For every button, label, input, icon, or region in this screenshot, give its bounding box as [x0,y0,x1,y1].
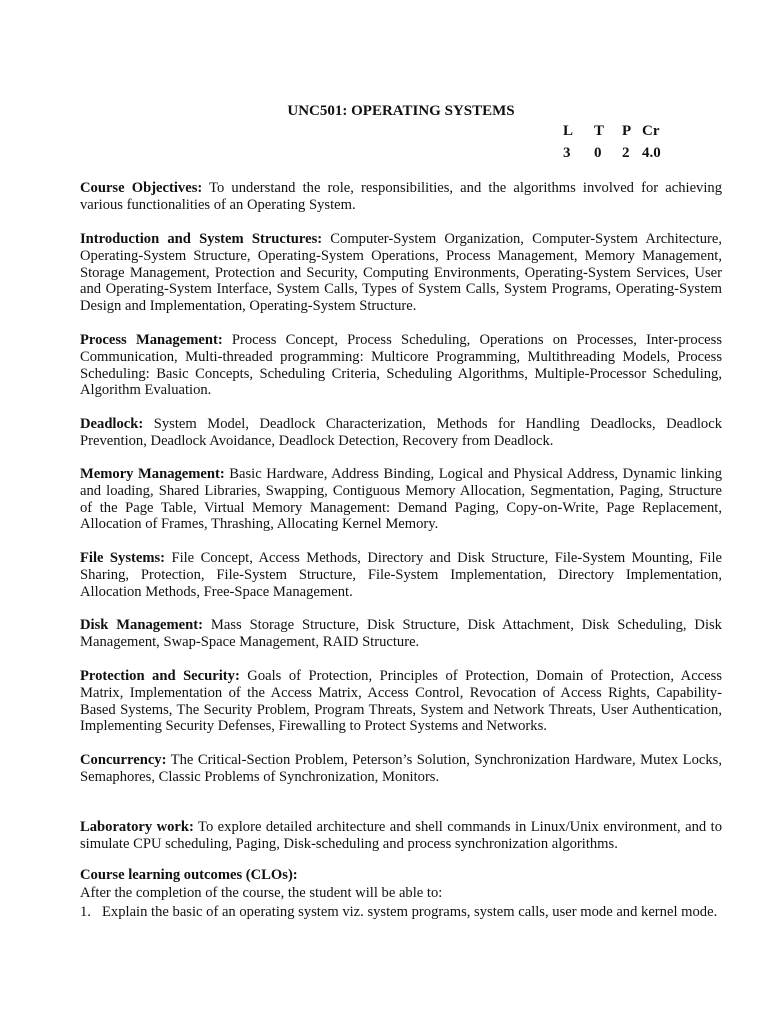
clo-intro: After the completion of the course, the student will be able to: [80,885,443,901]
section-text: Goals of Protection, Principles of Protection, Domain of Protection, Access Matrix, Implementation of the Access Matrix, Access Control, Revocation of Access Rights, Capability-Based Systems, The Security Problem, Program Threats, System and Network Threats, User Authentication, Implementing Security Defenses, Firewalling to Protect Systems and Networks. [80,668,722,735]
course-title: UNC501: OPERATING SYSTEMS [287,103,515,119]
section-concurrency [80,752,722,786]
section-heading: Process Management: [80,332,223,348]
section-heading: Disk Management: [80,617,203,633]
list-item [80,903,722,921]
section-text: File Concept, Access Methods, Directory and Disk Structure, File-System Mounting, File Sharing, Protection, File-System Structure, File-System Implementation, Directory Implementation, Allocation Methods, Free-Space Management. [80,550,722,600]
section-text: Mass Storage Structure, Disk Structure, Disk Attachment, Disk Scheduling, Disk Management, Swap-Space Management, RAID Structure. [80,617,722,650]
section-text: To explore detailed architecture and shell commands in Linux/Unix environment, and to simulate CPU scheduling, Paging, Disk-scheduling and process synchronization algorithms. [80,819,722,852]
ltpc-value-cr: 4.0 [642,144,661,161]
section-text: Process Concept, Process Scheduling, Operations on Processes, Inter-process Communication, Multi-threaded programming: Multicore Programming, Multithreading Models, Process Scheduling: Basic Concepts, Scheduling Criteria, Scheduling Algorithms, Multiple-Processor Scheduling, Algorithm Evaluation. [80,332,723,399]
ltpc-value-l: 3 [563,144,571,161]
section-protection-security [80,668,722,735]
clo-heading: Course learning outcomes (CLOs): [80,867,298,883]
ltpc-header-p: P [622,122,632,139]
section-heading: Laboratory work: [80,819,194,835]
ltpc-header-cr: Cr [642,122,660,139]
section-disk-management [80,617,722,651]
section-file-systems [80,550,722,600]
section-text: The Critical-Section Problem, Peterson’s Solution, Synchronization Hardware, Mutex Locks, Semaphores, Classic Problems of Synchronization, Monitors. [80,752,722,785]
ltpc-header-l: L [563,122,574,139]
section-text: To understand the role, responsibilities, and the algorithms involved for achieving various functionalities of an Operating System. [80,180,722,213]
section-text: System Model, Deadlock Characterization, Methods for Handling Deadlocks, Deadlock Prevention, Deadlock Avoidance, Deadlock Detection, Recovery from Deadlock. [80,416,722,449]
section-heading: Memory Management: [80,466,225,482]
section-heading: File Systems: [80,550,166,566]
section-course-objectives [80,180,722,214]
clo-item-number: 1. [80,904,91,920]
ltpc-header-row [563,120,682,142]
section-heading: Concurrency: [80,752,167,768]
section-laboratory-work [80,819,722,853]
ltpc-header-t: T [594,122,605,139]
section-introduction [80,231,722,315]
clo-item-text: Explain the basic of an operating system viz. system programs, system calls, user mode and kernel mode. [102,904,718,920]
section-process-management [80,332,722,399]
clo-list [80,903,722,921]
section-text: Computer-System Organization, Computer-System Architecture, Operating-System Structure, Operating-System Operations, Process Management, Memory Management, Storage Management, Protection and Security, Computing Environments, Operating-System Services, User and Operating-System Interface, System Calls, Types of System Calls, System Programs, Operating-System Design and Implementation, Operating-System Structure. [80,231,722,315]
ltpc-table [563,120,682,164]
ltpc-value-p: 2 [622,144,630,161]
section-heading: Introduction and System Structures: [80,231,323,247]
ltpc-value-row [563,142,682,164]
section-heading: Protection and Security: [80,668,240,684]
section-heading: Course Objectives: [80,180,203,196]
ltpc-value-t: 0 [594,144,602,161]
section-text: Basic Hardware, Address Binding, Logical and Physical Address, Dynamic linking and loading, Shared Libraries, Swapping, Contiguous Memory Allocation, Segmentation, Paging, Structure of the Page Table, Virtual Memory Management: Demand Paging, Copy-on-Write, Page Replacement, Allocation of Frames, Thrashing, Allocating Kernel Memory. [80,466,722,533]
section-memory-management [80,466,722,533]
section-deadlock [80,416,722,450]
section-heading: Deadlock: [80,416,144,432]
